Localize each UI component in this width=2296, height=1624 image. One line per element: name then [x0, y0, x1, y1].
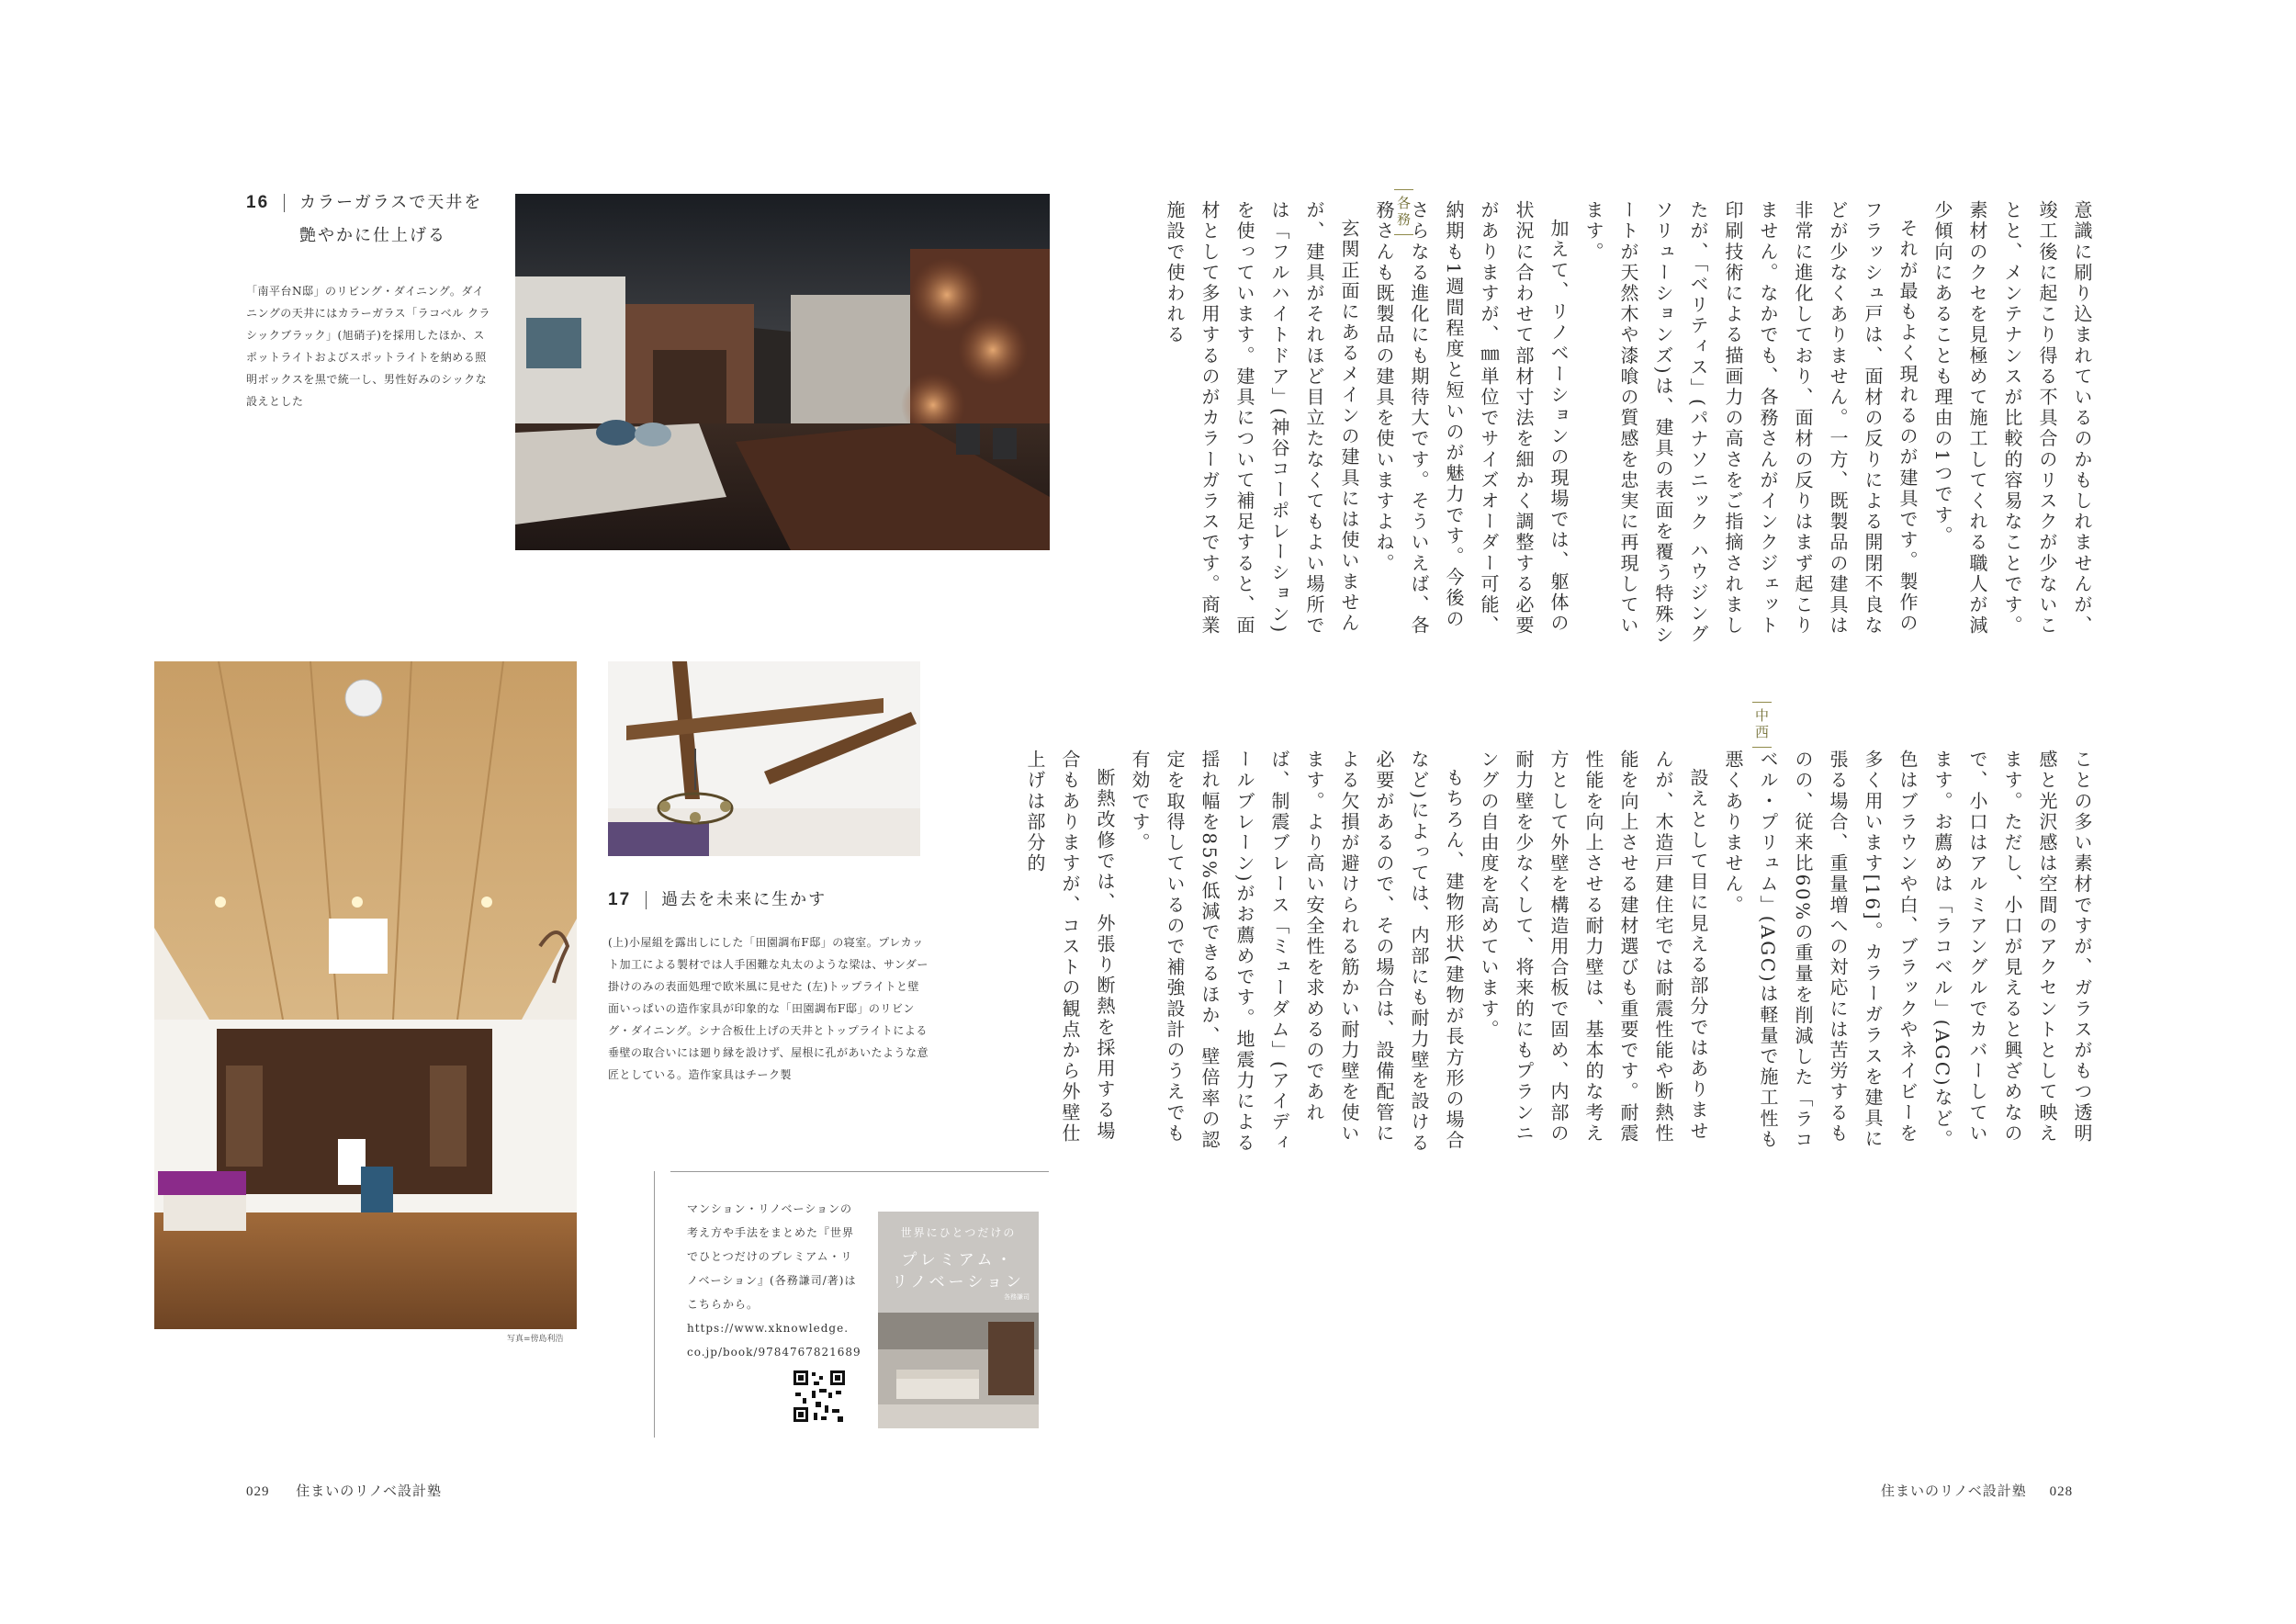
book-cover-author: 各務謙司 — [1004, 1293, 1030, 1301]
fig17-living-photo — [154, 661, 577, 1329]
book-cover-image — [878, 1313, 1039, 1428]
right-page-number: 028 — [2049, 1484, 2074, 1499]
dining-room-image — [515, 194, 1050, 550]
fig16-dining-photo — [515, 194, 1050, 550]
fig16-heading — [246, 186, 503, 253]
right-folio — [1881, 1481, 2073, 1500]
upper-paragraph: 加えて、リノベーションの現場では、躯体の状況に合わせて部材寸法を細かく調整する必要がありますが、㎜単位でサイズオーダー可能、納期も1週間程度と短いのが魅力です。今後のさらなる進化にも期待大です。そういえば、各務さんも既製品の建具を使いますよね。 — [1373, 200, 1570, 637]
lower-paragraph: ことの多い素材ですが、ガラスがもつ透明感と光沢感は空間のアクセントとして映えます。ただし、小口が見えると興ざめなので、小口はアルミアングルでカバーしています。お薦めは「ラコベル」(AGC)など。色はブラウンや白、ブラックやネイビーを多く用います[16]。カラーガラスを建具に張る場合、重量増への対応には苦労するものの、従来比60%の重量を削減した「ラコベル・プリュム」(AGC)は軽量で施工性も悪くありません。 — [1722, 750, 2093, 1151]
upper-paragraph: 玄関正面にあるメインの建具には使いませんが、建具がそれほど目立たなくてもよい場所では「フルハイトドア」(神谷コーポレーション)を使っています。建具について補足すると、面材として多用するのがカラーガラスです。商業施設で使われる — [1164, 200, 1360, 637]
fig17-number: 17 — [608, 890, 632, 909]
fig16-caption: 「南平台N邸」のリビング・ダイニング。ダイニングの天井にはカラーガラス「ラコベル クラシックブラック」(旭硝子)を採用したほか、スポットライトおよびスポットライトを納める照明ボックスを黒で統一し、男性好みのシックな設えとした — [246, 285, 490, 408]
book-cover-title-line1: 世界にひとつだけの — [900, 1226, 1017, 1239]
fig17-heading — [608, 884, 929, 917]
living-room-image — [154, 661, 577, 1329]
fig17-title: 過去を未来に生かす — [661, 890, 827, 909]
promo-description: マンション・リノベーションの考え方や手法をまとめた『世界でひとつだけのプレミアム・リノベーション』(各務謙司/著)はこちらから。 — [687, 1202, 857, 1311]
left-page-number: 029 — [246, 1484, 270, 1499]
upper-paragraph: それが最もよく現れるのが建具です。製作のフラッシュ戸は、面材の反りによる開閉不良などが少なくありません。一方、既製品の建具は非常に進化しており、面材の反りはまず起こりません。なかでも、各務さんがインクジェット印刷技術による描画力の高さをご指摘されましたが、「ベリティス」(パナソニック ハウジングソリューションズ)は、建具の表面を覆う特殊シートが天然木や漆喰の質感を忠実に再現しています。 — [1582, 200, 1919, 647]
book-promo-box — [654, 1171, 1049, 1438]
promo-url-line1[interactable]: https://www.xknowledge. — [687, 1322, 850, 1335]
divider — [284, 194, 285, 212]
upper-body-text — [1164, 200, 2099, 647]
upper-paragraph: 意識に刷り込まれているのかもしれませんが、竣工後に起こり得る不具合のリスクが少ないことと、メンテナンスが比較的容易なことです。素材のクセを見極めて施工してくれる職人が減少傾向にあることも理由の1つです。 — [1931, 200, 2093, 637]
book-cover-title-line3: リノベーション — [892, 1273, 1025, 1291]
fig17-caption: (上)小屋組を露出しにした「田園調布F邸」の寝室。プレカット加工による製材では人手困難な丸太のような梁は、サンダー掛けのみの表面処理で欧米風に見せた (左)トップライトと壁面いっぱいの造作家具が印象的な「田園調布F邸」のリビング・ダイニング。シナ合板仕上げの天井とトップライトによる垂壁の取合いには廻り縁を設けず、屋根に孔があいたような意匠としている。造作家具はチーク製 — [608, 936, 929, 1081]
fig16-title-line2: 艶やかに仕上げる — [299, 226, 446, 245]
fig16-number: 16 — [246, 193, 270, 212]
left-page-title: 住まいのリノベ設計塾 — [296, 1484, 443, 1499]
left-folio — [246, 1481, 442, 1500]
fig16-caption-block — [246, 186, 503, 412]
right-page-title: 住まいのリノベ設計塾 — [1881, 1484, 2027, 1499]
book-cover-title-line2: プレミアム・ — [901, 1251, 1016, 1269]
promo-text — [687, 1197, 863, 1364]
promo-url-line2[interactable]: co.jp/book/9784767821689 — [687, 1346, 861, 1359]
speaker-label-kagami: 各務 — [1394, 189, 1413, 235]
lower-paragraph: もちろん、建物形状(建物が長方形の場合など)によっては、内部にも耐力壁を設ける必要があるので、その場合は、設備配管による欠損が避けられる筋かい耐力壁を使います。より高い安全性を求めるのであれば、制震ブレース「ミューダム」(アイディールブレーン)がお薦めです。地震力による揺れ幅を85%低減できるほか、壁倍率の認定を取得しているので補強設計のうえでも有効です。 — [1129, 750, 1465, 1154]
book-cover[interactable] — [878, 1212, 1039, 1428]
speaker-label-nakanishi: 中西 — [1752, 702, 1772, 748]
qr-code-icon — [792, 1369, 847, 1424]
fig17-beams-photo — [608, 661, 920, 856]
beams-image — [608, 661, 920, 856]
promo-top-rule — [670, 1171, 1049, 1172]
photo-credit: 写真=傍島利浩 — [507, 1335, 564, 1344]
fig16-title-line1: カラーガラスで天井を — [299, 193, 483, 212]
lower-paragraph: 設えとして目に見える部分ではありませんが、木造戸建住宅では耐震性能や断熱性能を向上させる建材選びも重要です。耐震性能を向上させる耐力壁は、基本的な考え方として外壁を構造用合板で固め、内部の耐力壁を少なくして、将来的にもプランニングの自由度を高めています。 — [1478, 750, 1709, 1145]
lower-body-text — [1024, 750, 2099, 1157]
qr-code[interactable] — [792, 1369, 847, 1424]
lower-paragraph: 断熱改修では、外張り断熱を採用する場合もありますが、コストの観点から外壁仕上げは部分的 — [1024, 750, 1116, 1145]
divider — [646, 891, 647, 909]
promo-left-rule — [654, 1171, 655, 1438]
fig17-caption-block — [608, 884, 929, 1086]
